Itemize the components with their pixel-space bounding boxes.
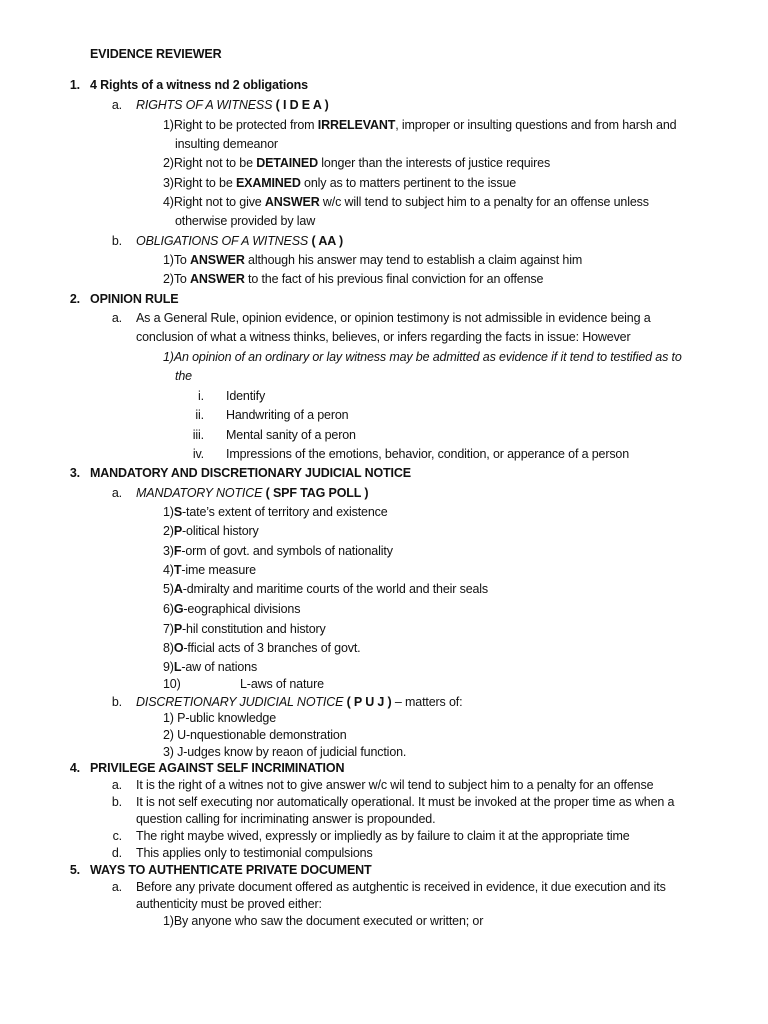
privilege-item-d: This applies only to testimonial compulsions [136, 846, 373, 860]
roman-label-ii: ii. [195, 408, 204, 422]
obligations-of-witness-heading: OBLIGATIONS OF A WITNESS ( AA ) [136, 234, 343, 248]
opinion-item-identify: Identify [226, 389, 266, 403]
mandatory-item-6: 6)G-eographical divisions [163, 602, 301, 616]
section-4-heading: PRIVILEGE AGAINST SELF INCRIMINATION [90, 761, 345, 775]
right-item-4: 4)Right not to give ANSWER w/c will tend to subject him to a penalty for an offense unless [163, 195, 649, 209]
s3a-label: a. [111, 486, 122, 500]
document-title: EVIDENCE REVIEWER [90, 47, 222, 61]
roman-label-iii: iii. [192, 428, 204, 442]
discretionary-notice-heading: DISCRETIONARY JUDICIAL NOTICE ( P U J ) – matters of: [136, 695, 463, 709]
section-5-heading: WAYS TO AUTHENTICATE PRIVATE DOCUMENT [90, 863, 372, 877]
mandatory-item-8: 8)O-fficial acts of 3 branches of govt. [163, 641, 361, 655]
section-3-number: 3. [69, 466, 80, 480]
s1b-label: b. [111, 234, 122, 248]
right-item-4-continued: otherwise provided by law [175, 214, 316, 228]
section-4-number: 4. [69, 761, 80, 775]
s1a-label: a. [111, 98, 122, 112]
section-2-heading: OPINION RULE [90, 292, 179, 306]
opinion-item-handwriting: Handwriting of a peron [226, 408, 349, 422]
s2a-label: a. [111, 311, 122, 325]
roman-label-i: i. [198, 389, 204, 403]
mandatory-notice-heading: MANDATORY NOTICE ( SPF TAG POLL ) [136, 486, 369, 500]
mandatory-item-4: 4)T-ime measure [163, 563, 256, 577]
mandatory-item-5: 5)A-dmiralty and maritime courts of the world and their seals [163, 582, 489, 596]
discretionary-item-1: 1) P-ublic knowledge [163, 711, 277, 725]
mandatory-item-7: 7)P-hil constitution and history [163, 622, 326, 636]
section-2-number: 2. [69, 292, 80, 306]
mandatory-item-10: L-aws of nature [240, 677, 324, 691]
obligation-item-1: 1)To ANSWER although his answer may tend to establish a claim against him [163, 253, 583, 267]
obligation-item-2: 2)To ANSWER to the fact of his previous final conviction for an offense [163, 272, 544, 286]
section-1-number: 1. [69, 78, 80, 92]
right-item-1: 1)Right to be protected from IRRELEVANT, improper or insulting questions and from harsh and [163, 118, 677, 132]
section-1-heading: 4 Rights of a witness nd 2 obligations [90, 78, 308, 92]
opinion-exception-1-continued: the [175, 369, 192, 383]
privilege-item-b: It is not self executing nor automatically operational. It must be invoked at the proper time as when a [136, 795, 675, 809]
s4b-label: b. [111, 795, 122, 809]
opinion-rule-text-2: conclusion of what a witness thinks, believes, or infers regarding the facts in issue: However [136, 330, 631, 344]
mandatory-item-1: 1)S-tate’s extent of territory and existence [163, 505, 388, 519]
right-item-3: 3)Right to be EXAMINED only as to matters pertinent to the issue [163, 176, 517, 190]
mandatory-item-3: 3)F-orm of govt. and symbols of nationality [163, 544, 393, 558]
opinion-item-impressions: Impressions of the emotions, behavior, condition, or apperance of a person [226, 447, 630, 461]
opinion-exception-1: 1)An opinion of an ordinary or lay witness may be admitted as evidence if it tend to testified as to [163, 350, 682, 364]
roman-label-iv: iv. [192, 447, 204, 461]
discretionary-item-3: 3) J-udges know by reaon of judicial function. [163, 745, 407, 759]
authenticate-text-2: authenticity must be proved either: [136, 897, 322, 911]
authenticate-method-1: 1)By anyone who saw the document executed or written; or [163, 914, 484, 928]
right-item-2: 2)Right not to be DETAINED longer than the interests of justice requires [163, 156, 551, 170]
discretionary-item-2: 2) U-nquestionable demonstration [163, 728, 347, 742]
privilege-item-a: It is the right of a witnes not to give answer w/c wil tend to subject him to a penalty for an offense [136, 778, 654, 792]
s4c-label: c. [112, 829, 122, 843]
s4a-label: a. [111, 778, 122, 792]
section-5-number: 5. [69, 863, 80, 877]
right-item-1-continued: insulting demeanor [175, 137, 278, 151]
authenticate-text-1: Before any private document offered as autghentic is received in evidence, it due execution and its [136, 880, 666, 894]
s3b-label: b. [111, 695, 122, 709]
opinion-rule-text-1: As a General Rule, opinion evidence, or opinion testimony is not admissible in evidence being a [136, 311, 651, 325]
privilege-item-c: The right maybe wived, expressly or impliedly as by failure to claim it at the appropriate time [136, 829, 630, 843]
s5a-label: a. [111, 880, 122, 894]
privilege-item-b-continued: question calling for incriminating answer is propounded. [136, 812, 436, 826]
mandatory-item-10-number: 10) [163, 677, 181, 691]
mandatory-item-2: 2)P-olitical history [163, 524, 259, 538]
rights-of-witness-heading: RIGHTS OF A WITNESS ( I D E A ) [136, 98, 329, 112]
s4d-label: d. [111, 846, 122, 860]
mandatory-item-9: 9)L-aw of nations [163, 660, 258, 674]
section-3-heading: MANDATORY AND DISCRETIONARY JUDICIAL NOTICE [90, 466, 411, 480]
opinion-item-mental-sanity: Mental sanity of a peron [226, 428, 356, 442]
